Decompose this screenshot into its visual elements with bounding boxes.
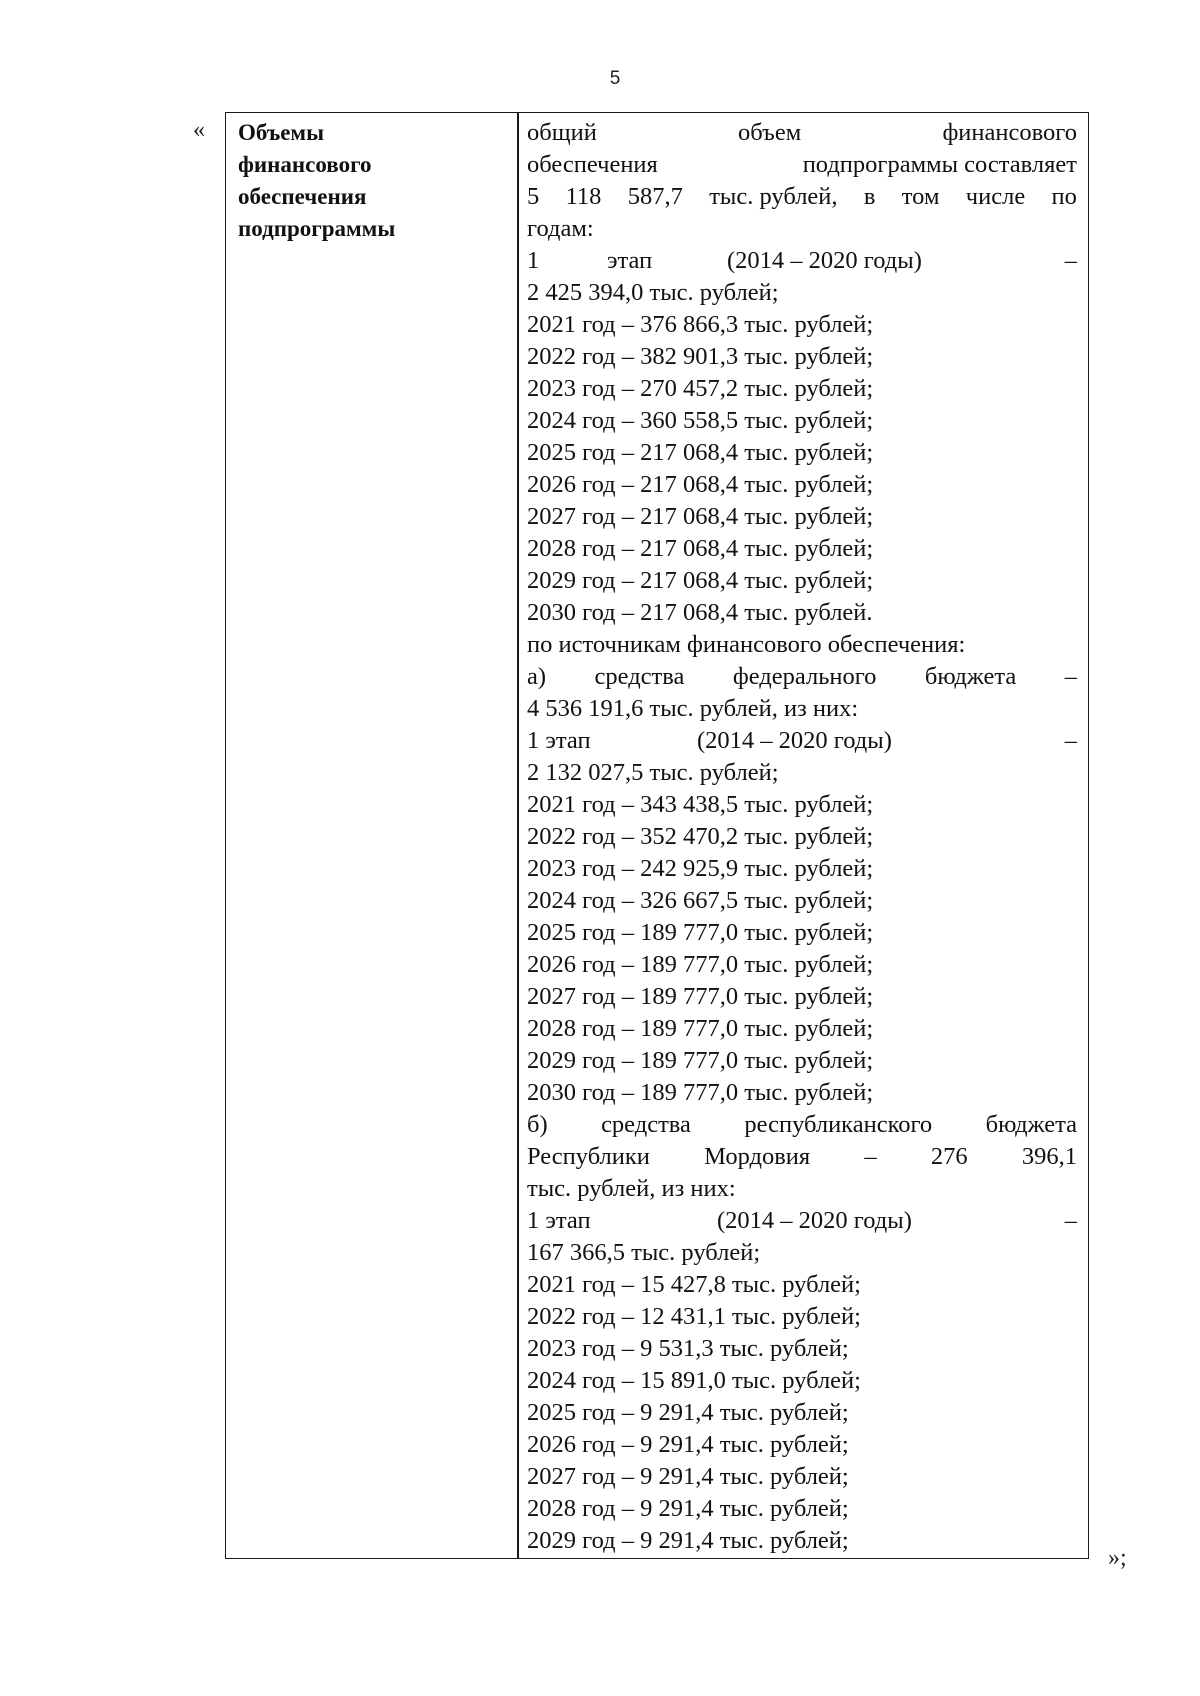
year-amount-line: 2024 год – 15 891,0 тыс. рублей; xyxy=(527,1367,861,1394)
total-years-list xyxy=(527,309,1077,629)
stage-amount: 167 366,5 тыс. рублей; xyxy=(527,1239,761,1266)
year-amount-line: 2021 год – 376 866,3 тыс. рублей; xyxy=(527,311,874,338)
year-amount-line: 2023 год – 9 531,3 тыс. рублей; xyxy=(527,1335,849,1362)
word: том xyxy=(901,183,940,210)
word: 587,7 xyxy=(627,183,683,210)
republican-heading xyxy=(527,1109,1077,1141)
word: бюджета xyxy=(985,1111,1077,1138)
row-value-cell xyxy=(527,117,1077,1557)
word: 276 xyxy=(930,1143,968,1170)
word: подпрограммы составляет xyxy=(802,151,1077,178)
year-amount-line: 2029 год – 217 068,4 тыс. рублей; xyxy=(527,567,874,594)
intro-line xyxy=(527,181,1077,213)
year-amount-line: 2029 год – 9 291,4 тыс. рублей; xyxy=(527,1527,849,1554)
year-amount-line: 2022 год – 352 470,2 тыс. рублей; xyxy=(527,823,874,850)
republican-amount: тыс. рублей, из них: xyxy=(527,1175,736,1202)
opening-quote: « xyxy=(193,117,205,143)
column-divider xyxy=(517,113,519,1558)
row-label-line: подпрограммы xyxy=(238,216,396,241)
word: Республики xyxy=(527,1143,650,1170)
stage-amount: 2 425 394,0 тыс. рублей; xyxy=(527,279,779,306)
row-label-line: обеспечения xyxy=(238,184,367,209)
word: – xyxy=(1064,663,1077,690)
word: общий xyxy=(527,119,597,146)
financing-table xyxy=(225,112,1089,1559)
year-amount-line: 2029 год – 189 777,0 тыс. рублей; xyxy=(527,1047,874,1074)
word: числе xyxy=(965,183,1026,210)
stage-number: 1 xyxy=(527,247,540,274)
word: федерального xyxy=(732,663,877,690)
federal-amount: 4 536 191,6 тыс. рублей, из них: xyxy=(527,695,859,722)
word: средства xyxy=(601,1111,691,1138)
row-label-line: Объемы xyxy=(238,120,325,145)
year-amount-line: 2028 год – 217 068,4 тыс. рублей; xyxy=(527,535,874,562)
page-number: 5 xyxy=(609,68,621,89)
word: 118 xyxy=(565,183,602,210)
word: средства xyxy=(594,663,685,690)
stage-amount: 2 132 027,5 тыс. рублей; xyxy=(527,759,779,786)
stage-line xyxy=(527,1205,1077,1237)
year-amount-line: 2023 год – 270 457,2 тыс. рублей; xyxy=(527,375,874,402)
word: республиканского xyxy=(744,1111,933,1138)
word: 396,1 xyxy=(1021,1143,1077,1170)
stage-label: 1 этап xyxy=(527,1207,591,1234)
word: б) xyxy=(527,1111,548,1138)
federal-heading xyxy=(527,661,1077,693)
year-amount-line: 2027 год – 189 777,0 тыс. рублей; xyxy=(527,983,874,1010)
intro-line xyxy=(527,149,1077,181)
year-amount-line: 2022 год – 382 901,3 тыс. рублей; xyxy=(527,343,874,370)
year-amount-line: 2026 год – 9 291,4 тыс. рублей; xyxy=(527,1431,849,1458)
republican-years-list xyxy=(527,1269,1077,1557)
year-amount-line: 2024 год – 360 558,5 тыс. рублей; xyxy=(527,407,874,434)
year-amount-line: 2021 год – 343 438,5 тыс. рублей; xyxy=(527,791,874,818)
word: тыс. рублей, xyxy=(709,183,838,210)
intro-line xyxy=(527,117,1077,149)
row-label-line: финансового xyxy=(238,152,372,177)
republican-heading xyxy=(527,1141,1077,1173)
stage-line xyxy=(527,725,1077,757)
word: а) xyxy=(527,663,547,690)
word: Мордовия xyxy=(704,1143,811,1170)
year-amount-line: 2030 год – 217 068,4 тыс. рублей. xyxy=(527,599,873,626)
sources-heading: по источникам финансового обеспечения: xyxy=(527,631,966,658)
row-label-cell xyxy=(238,117,508,245)
stage-dash: – xyxy=(1064,727,1077,754)
year-amount-line: 2030 год – 189 777,0 тыс. рублей; xyxy=(527,1079,874,1106)
federal-years-list xyxy=(527,789,1077,1109)
intro-line: годам: xyxy=(527,215,594,242)
stage-line xyxy=(527,245,1077,277)
year-amount-line: 2025 год – 217 068,4 тыс. рублей; xyxy=(527,439,874,466)
word: объем xyxy=(738,119,802,146)
year-amount-line: 2028 год – 9 291,4 тыс. рублей; xyxy=(527,1495,849,1522)
year-amount-line: 2022 год – 12 431,1 тыс. рублей; xyxy=(527,1303,861,1330)
word: бюджета xyxy=(924,663,1017,690)
stage-word: этап xyxy=(607,247,653,274)
stage-dash: – xyxy=(1064,1207,1077,1234)
word: в xyxy=(863,183,876,210)
word: по xyxy=(1051,183,1077,210)
year-amount-line: 2028 год – 189 777,0 тыс. рублей; xyxy=(527,1015,874,1042)
stage-dash: – xyxy=(1064,247,1077,274)
word: обеспечения xyxy=(527,151,658,178)
year-amount-line: 2026 год – 189 777,0 тыс. рублей; xyxy=(527,951,874,978)
year-amount-line: 2023 год – 242 925,9 тыс. рублей; xyxy=(527,855,874,882)
year-amount-line: 2026 год – 217 068,4 тыс. рублей; xyxy=(527,471,874,498)
word: – xyxy=(864,1143,877,1170)
word: финансового xyxy=(942,119,1077,146)
year-amount-line: 2025 год – 9 291,4 тыс. рублей; xyxy=(527,1399,849,1426)
year-amount-line: 2021 год – 15 427,8 тыс. рублей; xyxy=(527,1271,861,1298)
year-amount-line: 2024 год – 326 667,5 тыс. рублей; xyxy=(527,887,874,914)
stage-period: (2014 – 2020 годы) xyxy=(697,727,892,754)
closing-quote: »; xyxy=(1108,1545,1127,1571)
stage-period: (2014 – 2020 годы) xyxy=(727,247,922,274)
word: 5 xyxy=(527,183,540,210)
stage-label: 1 этап xyxy=(527,727,591,754)
year-amount-line: 2027 год – 217 068,4 тыс. рублей; xyxy=(527,503,874,530)
year-amount-line: 2027 год – 9 291,4 тыс. рублей; xyxy=(527,1463,849,1490)
stage-period: (2014 – 2020 годы) xyxy=(717,1207,912,1234)
year-amount-line: 2025 год – 189 777,0 тыс. рублей; xyxy=(527,919,874,946)
